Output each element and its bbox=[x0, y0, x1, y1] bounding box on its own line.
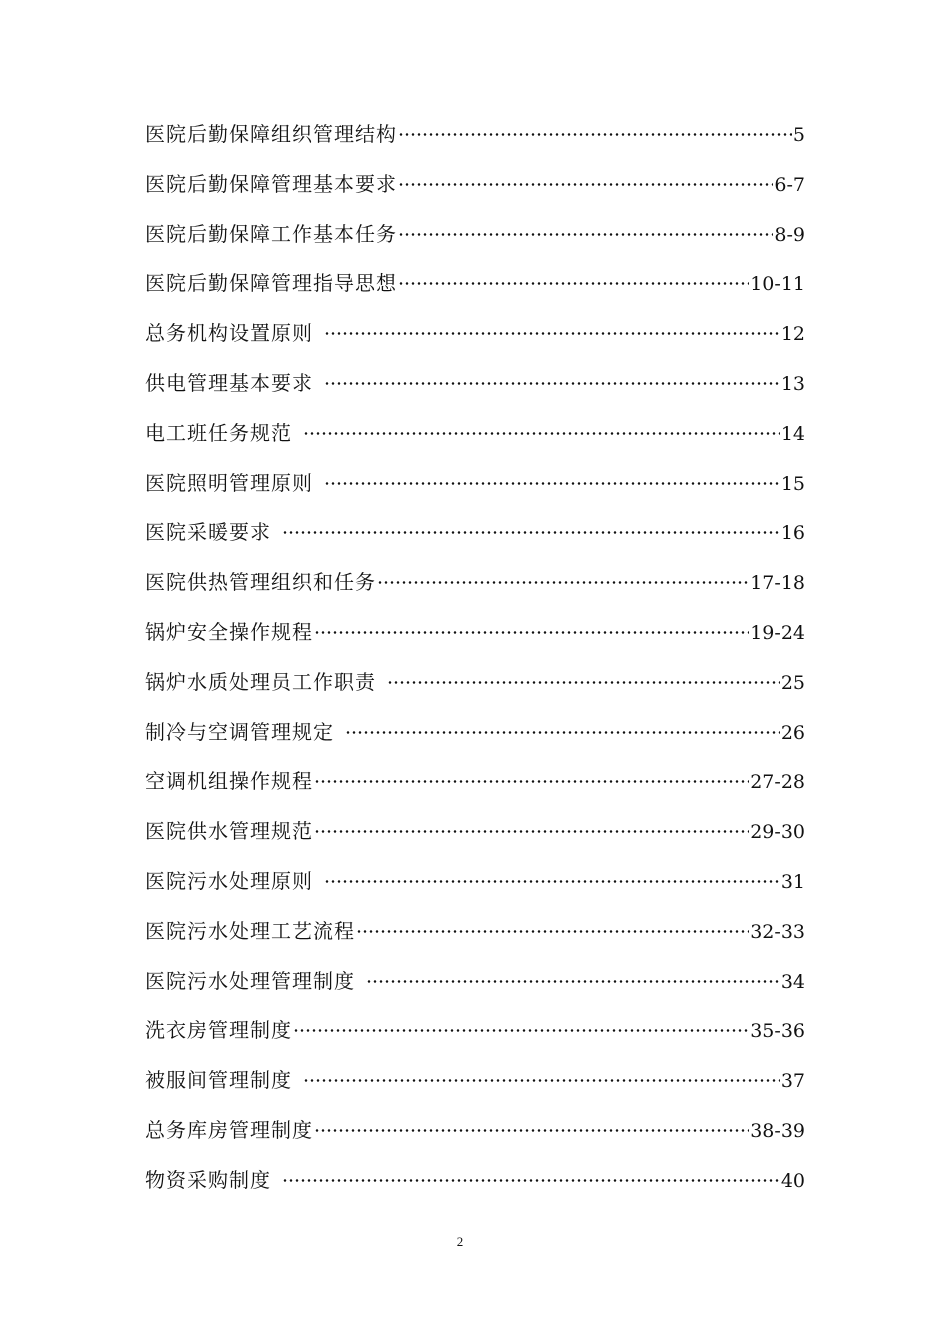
toc-entry-title: 医院后勤保障管理指导思想 bbox=[145, 271, 397, 296]
dot-leader bbox=[324, 868, 780, 888]
dot-leader bbox=[387, 669, 780, 689]
toc-entry-page: 37 bbox=[780, 1070, 805, 1093]
toc-entry[interactable] bbox=[145, 259, 805, 309]
toc-entry-page: 17-18 bbox=[750, 572, 805, 595]
toc-entry-title: 总务机构设置原则 bbox=[145, 321, 313, 346]
toc-entry-title: 医院污水处理工艺流程 bbox=[145, 918, 355, 943]
toc-entry[interactable] bbox=[145, 558, 805, 608]
toc-entry-page: 35-36 bbox=[750, 1020, 805, 1043]
toc-entry-title: 制冷与空调管理规定 bbox=[145, 719, 334, 744]
toc-entry-page: 19-24 bbox=[750, 621, 805, 644]
toc-entry[interactable] bbox=[145, 957, 805, 1007]
dot-leader bbox=[282, 519, 780, 539]
toc-entry-page: 12 bbox=[780, 323, 805, 346]
toc-entry[interactable] bbox=[145, 757, 805, 807]
toc-entry-title: 医院照明管理原则 bbox=[145, 470, 313, 495]
dot-leader bbox=[324, 320, 780, 340]
toc-entry[interactable] bbox=[145, 1006, 805, 1056]
toc-entry-title: 总务库房管理制度 bbox=[145, 1117, 313, 1142]
toc-entry-title: 电工班任务规范 bbox=[145, 420, 292, 445]
toc-entry-page: 38-39 bbox=[750, 1119, 805, 1142]
toc-entry[interactable] bbox=[145, 658, 805, 708]
dot-leader bbox=[398, 121, 792, 141]
toc-entry-title: 供电管理基本要求 bbox=[145, 370, 313, 395]
toc-entry[interactable] bbox=[145, 807, 805, 857]
dot-leader bbox=[366, 968, 780, 988]
dot-leader bbox=[303, 1067, 780, 1087]
toc-entry-title: 医院后勤保障管理基本要求 bbox=[145, 171, 397, 196]
dot-leader bbox=[293, 1017, 749, 1037]
dot-leader bbox=[314, 818, 749, 838]
toc-entry-page: 10-11 bbox=[750, 273, 805, 296]
toc-entry-title: 医院采暖要求 bbox=[145, 520, 271, 545]
toc-entry[interactable] bbox=[145, 210, 805, 260]
toc-entry-page: 31 bbox=[780, 870, 805, 893]
toc-entry[interactable] bbox=[145, 1156, 805, 1206]
toc-entry-title: 锅炉安全操作规程 bbox=[145, 619, 313, 644]
dot-leader bbox=[324, 470, 780, 490]
toc-entry[interactable] bbox=[145, 857, 805, 907]
toc-entry[interactable] bbox=[145, 110, 805, 160]
dot-leader bbox=[324, 370, 780, 390]
page-number: 2 bbox=[456, 1234, 464, 1249]
toc-entry[interactable] bbox=[145, 1106, 805, 1156]
toc-entry[interactable] bbox=[145, 160, 805, 210]
dot-leader bbox=[398, 221, 773, 241]
dot-leader bbox=[398, 270, 749, 290]
toc-entry[interactable] bbox=[145, 1056, 805, 1106]
toc-entry-page: 27-28 bbox=[750, 771, 805, 794]
toc-entry-page: 5 bbox=[792, 124, 805, 146]
toc-entry-page: 8-9 bbox=[774, 223, 805, 246]
dot-leader bbox=[303, 420, 780, 440]
dot-leader bbox=[398, 171, 773, 191]
dot-leader bbox=[314, 619, 749, 639]
toc-entry-title: 医院污水处理原则 bbox=[145, 868, 313, 893]
toc-entry-page: 14 bbox=[780, 422, 805, 445]
toc-entry-title: 锅炉水质处理员工作职责 bbox=[145, 669, 376, 694]
toc-entry-page: 15 bbox=[780, 472, 805, 495]
toc-entry-page: 6-7 bbox=[774, 173, 805, 196]
toc-entry-title: 物资采购制度 bbox=[145, 1167, 271, 1192]
toc-entry-page: 34 bbox=[780, 970, 805, 993]
toc-entry[interactable] bbox=[145, 459, 805, 509]
toc-entry-title: 医院污水处理管理制度 bbox=[145, 968, 355, 993]
toc-entry[interactable] bbox=[145, 359, 805, 409]
toc-entry-title: 医院后勤保障工作基本任务 bbox=[145, 221, 397, 246]
toc-entry[interactable] bbox=[145, 409, 805, 459]
toc-entry-page: 32-33 bbox=[750, 920, 805, 943]
toc-entry-title: 空调机组操作规程 bbox=[145, 769, 313, 794]
toc-entry-page: 16 bbox=[780, 522, 805, 545]
toc-entry-page: 40 bbox=[780, 1169, 805, 1192]
dot-leader bbox=[356, 918, 749, 938]
dot-leader bbox=[314, 1117, 749, 1137]
dot-leader bbox=[282, 1167, 780, 1187]
dot-leader bbox=[377, 569, 749, 589]
toc-entry-title: 医院供热管理组织和任务 bbox=[145, 570, 376, 595]
toc-entry-page: 25 bbox=[780, 671, 805, 694]
toc-entry-page: 29-30 bbox=[750, 821, 805, 844]
toc-entry-title: 医院供水管理规范 bbox=[145, 819, 313, 844]
table-of-contents bbox=[145, 110, 805, 1206]
toc-entry[interactable] bbox=[145, 508, 805, 558]
toc-entry-page: 26 bbox=[780, 721, 805, 744]
toc-entry-title: 被服间管理制度 bbox=[145, 1068, 292, 1093]
toc-entry-title: 洗衣房管理制度 bbox=[145, 1018, 292, 1043]
dot-leader bbox=[314, 768, 749, 788]
toc-entry[interactable] bbox=[145, 608, 805, 658]
toc-entry[interactable] bbox=[145, 309, 805, 359]
dot-leader bbox=[345, 719, 780, 739]
toc-entry[interactable] bbox=[145, 907, 805, 957]
toc-entry[interactable] bbox=[145, 708, 805, 758]
toc-entry-page: 13 bbox=[780, 372, 805, 395]
toc-entry-title: 医院后勤保障组织管理结构 bbox=[145, 122, 397, 146]
